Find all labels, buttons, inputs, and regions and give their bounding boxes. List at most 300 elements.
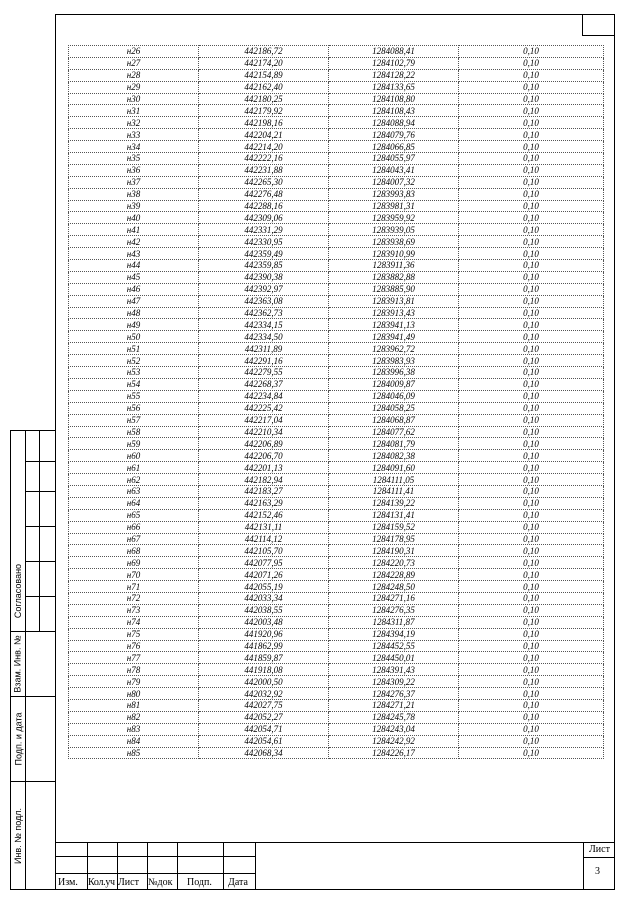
point-name-cell: н84 [69,735,199,747]
point-name-cell: н44 [69,260,199,272]
y-coord-cell: 1283996,38 [329,367,459,379]
table-row [69,557,604,569]
x-coord-cell: 442390,38 [199,271,329,283]
table-row [69,117,604,129]
y-coord-cell: 1284226,17 [329,747,459,759]
accuracy-cell: 0,10 [459,295,604,307]
point-name-cell: н52 [69,355,199,367]
header-kol-uch: Кол.уч [88,877,115,888]
accuracy-cell: 0,10 [459,426,604,438]
accuracy-cell: 0,10 [459,355,604,367]
y-coord-cell: 1284228,89 [329,569,459,581]
point-name-cell: н85 [69,747,199,759]
point-name-cell: н50 [69,331,199,343]
point-name-cell: н30 [69,93,199,105]
y-coord-cell: 1284088,94 [329,117,459,129]
point-name-cell: н68 [69,545,199,557]
x-coord-cell: 441920,96 [199,628,329,640]
accuracy-cell: 0,10 [459,188,604,200]
y-coord-cell: 1284159,52 [329,521,459,533]
accuracy-cell: 0,10 [459,402,604,414]
y-coord-cell: 1284128,22 [329,69,459,81]
y-coord-cell: 1284391,43 [329,664,459,676]
accuracy-cell: 0,10 [459,664,604,676]
table-row [69,688,604,700]
y-coord-cell: 1283981,31 [329,200,459,212]
y-coord-cell: 1284082,38 [329,450,459,462]
table-row [69,581,604,593]
x-coord-cell: 442162,40 [199,81,329,93]
accuracy-cell: 0,10 [459,129,604,141]
accuracy-cell: 0,10 [459,676,604,688]
point-name-cell: н79 [69,676,199,688]
x-coord-cell: 442052,27 [199,711,329,723]
y-coord-cell: 1284131,41 [329,509,459,521]
y-coord-cell: 1284245,78 [329,711,459,723]
y-coord-cell: 1283913,81 [329,295,459,307]
x-coord-cell: 442231,88 [199,164,329,176]
y-coord-cell: 1284271,21 [329,699,459,711]
x-coord-cell: 442105,70 [199,545,329,557]
x-coord-cell: 442198,16 [199,117,329,129]
accuracy-cell: 0,10 [459,69,604,81]
point-name-cell: н66 [69,521,199,533]
x-coord-cell: 442362,73 [199,307,329,319]
point-name-cell: н57 [69,414,199,426]
accuracy-cell: 0,10 [459,604,604,616]
point-name-cell: н60 [69,450,199,462]
table-row [69,260,604,272]
accuracy-cell: 0,10 [459,569,604,581]
point-name-cell: н36 [69,164,199,176]
accuracy-cell: 0,10 [459,497,604,509]
y-coord-cell: 1284220,73 [329,557,459,569]
table-row [69,367,604,379]
table-row [69,450,604,462]
table-row [69,129,604,141]
x-coord-cell: 442225,42 [199,402,329,414]
table-row [69,664,604,676]
y-coord-cell: 1284243,04 [329,723,459,735]
y-coord-cell: 1283913,43 [329,307,459,319]
table-row [69,533,604,545]
table-row [69,652,604,664]
y-coord-cell: 1284111,05 [329,474,459,486]
point-name-cell: н63 [69,485,199,497]
point-name-cell: н73 [69,604,199,616]
point-name-cell: н76 [69,640,199,652]
x-coord-cell: 442363,08 [199,295,329,307]
x-coord-cell: 442334,15 [199,319,329,331]
x-coord-cell: 442055,19 [199,581,329,593]
point-name-cell: н28 [69,69,199,81]
x-coord-cell: 442174,20 [199,57,329,69]
x-coord-cell: 442152,46 [199,509,329,521]
accuracy-cell: 0,10 [459,236,604,248]
accuracy-cell: 0,10 [459,557,604,569]
table-row [69,497,604,509]
accuracy-cell: 0,10 [459,628,604,640]
x-coord-cell: 442180,25 [199,93,329,105]
x-coord-cell: 442309,06 [199,212,329,224]
table-row [69,414,604,426]
point-name-cell: н47 [69,295,199,307]
table-row [69,343,604,355]
x-coord-cell: 442179,92 [199,105,329,117]
table-row [69,569,604,581]
x-coord-cell: 442038,55 [199,604,329,616]
accuracy-cell: 0,10 [459,462,604,474]
point-name-cell: н81 [69,699,199,711]
point-name-cell: н55 [69,390,199,402]
point-name-cell: н71 [69,581,199,593]
x-coord-cell: 442265,30 [199,176,329,188]
accuracy-cell: 0,10 [459,153,604,165]
x-coord-cell: 442206,89 [199,438,329,450]
accuracy-cell: 0,10 [459,390,604,402]
x-coord-cell: 442154,89 [199,69,329,81]
accuracy-cell: 0,10 [459,141,604,153]
x-coord-cell: 442182,94 [199,474,329,486]
table-row [69,640,604,652]
y-coord-cell: 1283993,83 [329,188,459,200]
x-coord-cell: 442268,37 [199,378,329,390]
point-name-cell: н83 [69,723,199,735]
point-name-cell: н64 [69,497,199,509]
table-row [69,378,604,390]
table-row [69,747,604,759]
table-row [69,141,604,153]
x-coord-cell: 442359,85 [199,260,329,272]
table-row [69,236,604,248]
table-row [69,438,604,450]
accuracy-cell: 0,10 [459,450,604,462]
y-coord-cell: 1283941,13 [329,319,459,331]
x-coord-cell: 442214,20 [199,141,329,153]
table-row [69,331,604,343]
y-coord-cell: 1283911,36 [329,260,459,272]
table-row [69,69,604,81]
x-coord-cell: 442131,11 [199,521,329,533]
point-name-cell: н45 [69,271,199,283]
table-row [69,509,604,521]
table-row [69,723,604,735]
x-coord-cell: 442206,70 [199,450,329,462]
table-row [69,676,604,688]
point-name-cell: н49 [69,319,199,331]
y-coord-cell: 1284178,95 [329,533,459,545]
accuracy-cell: 0,10 [459,93,604,105]
inv-orig-label: Инв. № подл. [13,807,23,865]
table-row [69,355,604,367]
table-row [69,592,604,604]
table-row [69,402,604,414]
accuracy-cell: 0,10 [459,414,604,426]
accuracy-cell: 0,10 [459,46,604,58]
point-name-cell: н70 [69,569,199,581]
table-row [69,212,604,224]
table-row [69,93,604,105]
x-coord-cell: 441862,99 [199,640,329,652]
accuracy-cell: 0,10 [459,545,604,557]
header-list: Лист [118,877,139,888]
accuracy-cell: 0,10 [459,57,604,69]
y-coord-cell: 1284043,41 [329,164,459,176]
accuracy-cell: 0,10 [459,592,604,604]
x-coord-cell: 442222,16 [199,153,329,165]
y-coord-cell: 1283910,99 [329,248,459,260]
x-coord-cell: 442054,61 [199,735,329,747]
accuracy-cell: 0,10 [459,212,604,224]
y-coord-cell: 1283959,92 [329,212,459,224]
accuracy-cell: 0,10 [459,485,604,497]
accuracy-cell: 0,10 [459,688,604,700]
table-row [69,390,604,402]
y-coord-cell: 1284088,41 [329,46,459,58]
table-row [69,711,604,723]
point-name-cell: н67 [69,533,199,545]
table-row [69,699,604,711]
y-coord-cell: 1284068,87 [329,414,459,426]
table-row [69,545,604,557]
y-coord-cell: 1284311,87 [329,616,459,628]
point-name-cell: н58 [69,426,199,438]
accuracy-cell: 0,10 [459,652,604,664]
y-coord-cell: 1284271,16 [329,592,459,604]
y-coord-cell: 1284046,09 [329,390,459,402]
y-coord-cell: 1283983,93 [329,355,459,367]
point-name-cell: н69 [69,557,199,569]
point-name-cell: н74 [69,616,199,628]
accuracy-cell: 0,10 [459,723,604,735]
x-coord-cell: 442279,55 [199,367,329,379]
x-coord-cell: 442071,26 [199,569,329,581]
table-row [69,604,604,616]
y-coord-cell: 1284058,25 [329,402,459,414]
sheet-label: Лист [589,844,610,855]
y-coord-cell: 1284102,79 [329,57,459,69]
accuracy-cell: 0,10 [459,616,604,628]
x-coord-cell: 442163,29 [199,497,329,509]
table-row [69,224,604,236]
x-coord-cell: 442186,72 [199,46,329,58]
point-name-cell: н40 [69,212,199,224]
point-name-cell: н54 [69,378,199,390]
point-name-cell: н80 [69,688,199,700]
table-row [69,105,604,117]
table-row [69,188,604,200]
table-row [69,474,604,486]
accuracy-cell: 0,10 [459,367,604,379]
x-coord-cell: 442291,16 [199,355,329,367]
x-coord-cell: 442330,95 [199,236,329,248]
y-coord-cell: 1284077,62 [329,426,459,438]
agreed-label: Согласовано [13,563,23,619]
table-row [69,271,604,283]
accuracy-cell: 0,10 [459,176,604,188]
y-coord-cell: 1283882,88 [329,271,459,283]
accuracy-cell: 0,10 [459,699,604,711]
y-coord-cell: 1284007,32 [329,176,459,188]
x-coord-cell: 442183,27 [199,485,329,497]
x-coord-cell: 442217,04 [199,414,329,426]
point-name-cell: н34 [69,141,199,153]
point-name-cell: н78 [69,664,199,676]
table-row [69,462,604,474]
x-coord-cell: 442114,12 [199,533,329,545]
accuracy-cell: 0,10 [459,343,604,355]
accuracy-cell: 0,10 [459,200,604,212]
point-name-cell: н42 [69,236,199,248]
table-row [69,153,604,165]
x-coord-cell: 442331,29 [199,224,329,236]
point-name-cell: н56 [69,402,199,414]
y-coord-cell: 1283941,49 [329,331,459,343]
point-name-cell: н43 [69,248,199,260]
point-name-cell: н51 [69,343,199,355]
accuracy-cell: 0,10 [459,248,604,260]
accuracy-cell: 0,10 [459,438,604,450]
x-coord-cell: 441859,87 [199,652,329,664]
x-coord-cell: 442000,50 [199,676,329,688]
table-row [69,200,604,212]
point-name-cell: н39 [69,200,199,212]
accuracy-cell: 0,10 [459,474,604,486]
header-data: Дата [228,877,248,888]
x-coord-cell: 442210,34 [199,426,329,438]
x-coord-cell: 442276,48 [199,188,329,200]
y-coord-cell: 1283885,90 [329,283,459,295]
point-name-cell: н37 [69,176,199,188]
y-coord-cell: 1284309,22 [329,676,459,688]
point-name-cell: н61 [69,462,199,474]
table-row [69,426,604,438]
x-coord-cell: 442077,95 [199,557,329,569]
x-coord-cell: 442201,13 [199,462,329,474]
accuracy-cell: 0,10 [459,711,604,723]
corner-tab [582,14,615,36]
y-coord-cell: 1284111,41 [329,485,459,497]
point-name-cell: н27 [69,57,199,69]
y-coord-cell: 1284091,60 [329,462,459,474]
header-ndok: №док [148,877,173,888]
x-coord-cell: 442032,92 [199,688,329,700]
x-coord-cell: 442288,16 [199,200,329,212]
y-coord-cell: 1284139,22 [329,497,459,509]
y-coord-cell: 1284009,87 [329,378,459,390]
table-row [69,616,604,628]
table-row [69,176,604,188]
table-row [69,307,604,319]
point-name-cell: н82 [69,711,199,723]
table-row [69,319,604,331]
point-name-cell: н35 [69,153,199,165]
point-name-cell: н29 [69,81,199,93]
accuracy-cell: 0,10 [459,521,604,533]
point-name-cell: н72 [69,592,199,604]
table-row [69,735,604,747]
table-row [69,295,604,307]
table-row [69,57,604,69]
replaced-inv-label: Взам. Инв. № [13,634,24,693]
point-name-cell: н53 [69,367,199,379]
accuracy-cell: 0,10 [459,105,604,117]
y-coord-cell: 1284081,79 [329,438,459,450]
point-name-cell: н26 [69,46,199,58]
y-coord-cell: 1283962,72 [329,343,459,355]
x-coord-cell: 442334,50 [199,331,329,343]
accuracy-cell: 0,10 [459,224,604,236]
coordinates-table-body [69,46,604,759]
header-podp: Подп. [187,877,212,888]
y-coord-cell: 1284394,19 [329,628,459,640]
point-name-cell: н65 [69,509,199,521]
x-coord-cell: 442234,84 [199,390,329,402]
y-coord-cell: 1284452,55 [329,640,459,652]
table-row [69,521,604,533]
side-stamp [10,430,55,890]
y-coord-cell: 1284248,50 [329,581,459,593]
x-coord-cell: 442392,97 [199,283,329,295]
point-name-cell: н31 [69,105,199,117]
table-row [69,283,604,295]
point-name-cell: н48 [69,307,199,319]
table-row [69,485,604,497]
x-coord-cell: 442003,48 [199,616,329,628]
y-coord-cell: 1284450,01 [329,652,459,664]
x-coord-cell: 442068,34 [199,747,329,759]
table-row [69,164,604,176]
point-name-cell: н38 [69,188,199,200]
table-row [69,628,604,640]
accuracy-cell: 0,10 [459,283,604,295]
point-name-cell: н62 [69,474,199,486]
point-name-cell: н59 [69,438,199,450]
y-coord-cell: 1284133,65 [329,81,459,93]
accuracy-cell: 0,10 [459,260,604,272]
header-izm: Изм. [58,877,78,888]
sign-date-label: Подп. и дата [13,711,24,766]
x-coord-cell: 442033,34 [199,592,329,604]
accuracy-cell: 0,10 [459,331,604,343]
accuracy-cell: 0,10 [459,640,604,652]
sheet-number: 3 [595,866,600,877]
y-coord-cell: 1284276,35 [329,604,459,616]
accuracy-cell: 0,10 [459,81,604,93]
x-coord-cell: 442311,89 [199,343,329,355]
accuracy-cell: 0,10 [459,581,604,593]
point-name-cell: н41 [69,224,199,236]
y-coord-cell: 1284055,97 [329,153,459,165]
accuracy-cell: 0,10 [459,319,604,331]
x-coord-cell: 441918,08 [199,664,329,676]
accuracy-cell: 0,10 [459,533,604,545]
accuracy-cell: 0,10 [459,747,604,759]
y-coord-cell: 1284242,92 [329,735,459,747]
y-coord-cell: 1284190,31 [329,545,459,557]
x-coord-cell: 442204,21 [199,129,329,141]
point-name-cell: н32 [69,117,199,129]
x-coord-cell: 442359,49 [199,248,329,260]
point-name-cell: н77 [69,652,199,664]
accuracy-cell: 0,10 [459,735,604,747]
y-coord-cell: 1284108,80 [329,93,459,105]
accuracy-cell: 0,10 [459,117,604,129]
y-coord-cell: 1284066,85 [329,141,459,153]
y-coord-cell: 1284108,43 [329,105,459,117]
x-coord-cell: 442027,75 [199,699,329,711]
table-row [69,81,604,93]
